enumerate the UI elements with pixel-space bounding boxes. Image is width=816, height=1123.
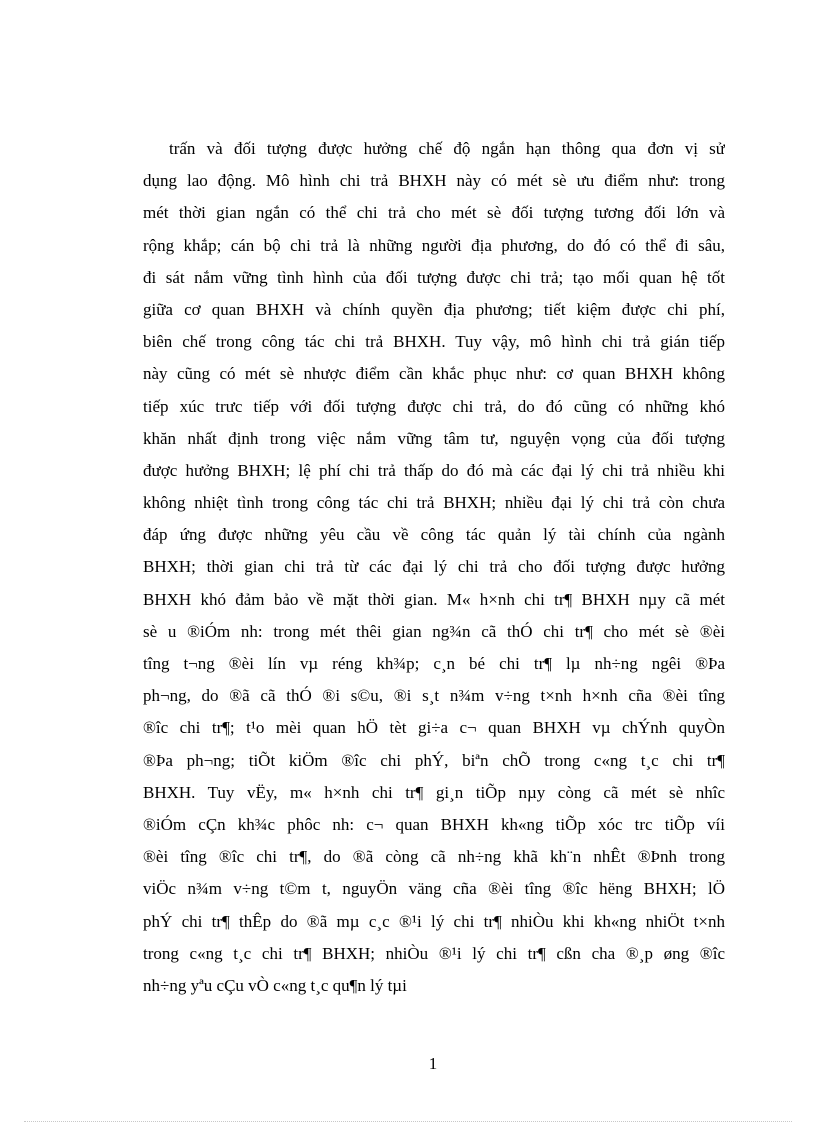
text-line: viÖc n¾m v÷ng t©m t, nguyÖn väng cña ®èi tîng ®îc hëng BHXH; lÖ: [143, 879, 725, 899]
text-line: ®îc chi tr¶; t¹o mèi quan hÖ tèt gi÷a c¬ quan BHXH vµ chÝnh quyÒn: [143, 718, 725, 738]
text-line: biên chế trong công tác chi trả BHXH. Tuy vậy, mô hình chi trả gián tiếp: [143, 332, 725, 352]
text-line: trong c«ng t¸c chi tr¶ BHXH; nhiÒu ®¹i lý chi tr¶ cßn cha ®¸p øng ®îc: [143, 943, 725, 963]
text-line: ph¬ng, do ®ã cã thÓ ®i s©u, ®i s¸t n¾m v÷ng t×nh h×nh cña ®èi tîng: [143, 686, 725, 706]
text-line: dụng lao động. Mô hình chi trả BHXH này có mét sè ưu điểm như: trong: [143, 171, 725, 191]
text-line: nh÷ng yªu cÇu vÒ c«ng t¸c qu¶n lý tµi: [143, 975, 407, 995]
text-line: giữa cơ quan BHXH và chính quyền địa phương; tiết kiệm được chi phí,: [143, 299, 725, 319]
text-line: không nhiệt tình trong công tác chi trả BHXH; nhiều đại lý chi trả còn chưa: [143, 493, 725, 513]
text-line: rộng khắp; cán bộ chi trả là những người địa phương, do đó có thể đi sâu,: [143, 235, 725, 255]
text-line: ®èi tîng ®îc chi tr¶, do ®ã còng cã nh÷ng khã kh¨n nhÊt ®Þnh trong: [143, 847, 725, 867]
page-bottom-divider: [24, 1121, 792, 1122]
text-line: này cũng có mét sè nhược điểm cần khắc phục như: cơ quan BHXH không: [143, 364, 725, 384]
text-line: đi sát nắm vững tình hình của đối tượng được chi trả; tạo mối quan hệ tốt: [143, 267, 725, 287]
text-line: tiếp xúc trưc tiếp với đối tượng được chi trả, do đó cũng có những khó: [143, 396, 725, 416]
text-line: mét thời gian ngắn có thể chi trả cho mét sè đối tượng tương đối lớn và: [143, 203, 725, 223]
text-line: đáp ứng được những yêu cầu về công tác quản lý tài chính của ngành: [143, 525, 725, 545]
text-line: BHXH; thời gian chi trả từ các đại lý chi trả cho đối tượng được hưởng: [143, 557, 725, 577]
text-line: sè u ®iÓm nh: trong mét thêi gian ng¾n cã thÓ chi tr¶ cho mét sè ®èi: [143, 621, 725, 641]
page-number: 1: [428, 1054, 438, 1073]
text-line: khăn nhất định trong việc nắm vững tâm tư, nguyện vọng của đối tượng: [143, 428, 725, 448]
text-line: BHXH. Tuy vËy, m« h×nh chi tr¶ gi¸n tiÕp nµy còng cã mét sè nhîc: [143, 782, 725, 802]
text-line: được hưởng BHXH; lệ phí chi trả thấp do đó mà các đại lý chi trả nhiều khi: [143, 460, 725, 480]
text-line: trấn và đối tượng được hưởng chế độ ngắn hạn thông qua đơn vị sử: [169, 139, 725, 158]
body-paragraph: [143, 133, 725, 1002]
text-line: phÝ chi tr¶ thÊp do ®ã mµ c¸c ®¹i lý chi tr¶ nhiÒu khi kh«ng nhiÖt t×nh: [143, 911, 725, 931]
text-line: BHXH khó đảm bảo về mặt thời gian. M« h×nh chi tr¶ BHXH nµy cã mét: [143, 589, 725, 609]
text-line: tîng t¬ng ®èi lín vµ réng kh¾p; c¸n bé chi tr¶ lµ nh÷ng ngêi ®Þa: [143, 654, 725, 673]
text-line: ®Þa ph¬ng; tiÕt kiÖm ®îc chi phÝ, biªn chÕ trong c«ng t¸c chi tr¶: [143, 750, 725, 770]
text-line: ®iÓm cÇn kh¾c phôc nh: c¬ quan BHXH kh«ng tiÕp xóc trc tiÕp víi: [143, 814, 725, 834]
